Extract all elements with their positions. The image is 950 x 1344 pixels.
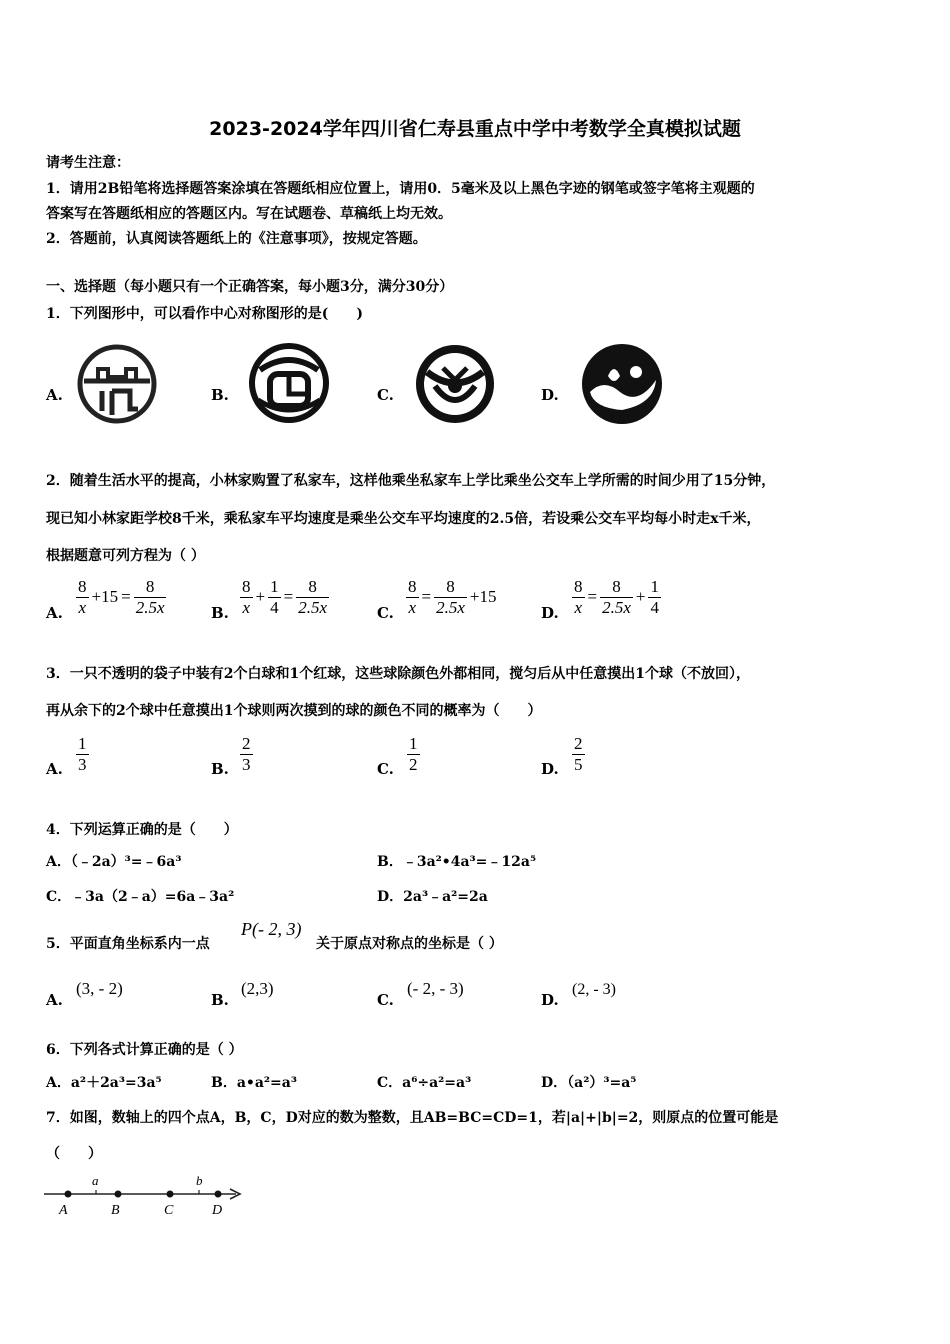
- q2-label-c: C.: [377, 604, 394, 622]
- q6-option-d[interactable]: D．（a²）³=a⁵: [541, 1075, 637, 1091]
- q1-label-b: B.: [211, 386, 229, 404]
- q3-option-b[interactable]: $\frac{2}{3}$: [242, 734, 251, 774]
- point-d-dot: [215, 1191, 222, 1198]
- notice-line-2: 答案写在答题纸相应的答题区内。写在试题卷、草稿纸上均无效。: [46, 206, 452, 222]
- q5-option-c[interactable]: (- 2, - 3): [407, 979, 464, 998]
- emblem-d-image: [580, 342, 664, 426]
- q3-label-c: C.: [377, 760, 394, 778]
- label-point-a: A: [59, 1203, 68, 1218]
- q2-label-d: D.: [541, 604, 559, 622]
- label-point-c: C: [164, 1203, 174, 1218]
- q6-option-b[interactable]: B．a•a²=a³: [211, 1075, 297, 1091]
- q3-option-c[interactable]: $\frac{1}{2}$: [409, 734, 418, 774]
- q3-option-a[interactable]: $\frac{1}{3}$: [78, 734, 87, 774]
- q6-stem: 6．下列各式计算正确的是（ ）: [46, 1042, 243, 1058]
- q1-stem: 1．下列图形中，可以看作中心对称图形的是( ): [46, 306, 363, 322]
- q4-stem: 4．下列运算正确的是（ ）: [46, 822, 238, 838]
- q3-option-d[interactable]: $\frac{2}{5}$: [574, 734, 583, 774]
- q2-label-a: A.: [46, 604, 63, 622]
- label-point-d: D: [212, 1203, 223, 1218]
- point-b-dot: [115, 1191, 122, 1198]
- q3-label-b: B.: [211, 760, 229, 778]
- label-lower-b: b: [196, 1173, 203, 1188]
- q5-stem-post: 关于原点对称点的坐标是（ ）: [316, 936, 503, 952]
- q1-label-d: D.: [541, 386, 559, 404]
- q3-line-2: 再从余下的2个球中任意摸出1个球则两次摸到的球的颜色不同的概率为（ ）: [46, 703, 542, 719]
- q2-option-d[interactable]: $\frac{8}{x}$ = $\frac{8}{2.5x}$ + $\frac{1}{4}$: [574, 577, 659, 617]
- emblem-c-image: [413, 342, 497, 426]
- q5-option-d[interactable]: (2, - 3): [572, 981, 616, 998]
- q5-option-a[interactable]: (3, - 2): [76, 979, 123, 998]
- page-title: 2023-2024学年四川省仁寿县重点中学中考数学全真模拟试题: [209, 118, 741, 140]
- q7-line-1: 7．如图，数轴上的四个点A，B，C，D对应的数为整数，且AB=BC=CD=1，若|a|+|b|=2，则原点的位置可能是: [46, 1110, 779, 1126]
- q4-option-b[interactable]: B．﹣3a²•4a³=﹣12a⁵: [377, 854, 537, 870]
- q5-stem-pre: 5．平面直角坐标系内一点: [46, 936, 210, 952]
- q5-label-d: D.: [541, 991, 559, 1009]
- q2-option-c[interactable]: $\frac{8}{x}$ = $\frac{8}{2.5x}$ +15: [408, 577, 497, 617]
- q2-line-1: 2．随着生活水平的提高，小林家购置了私家车，这样他乘坐私家车上学比乘坐公交车上学所需的时间少用了15分钟，: [46, 473, 776, 489]
- q1-label-a: A.: [46, 386, 63, 404]
- q4-option-d[interactable]: D．2a³﹣a²=2a: [377, 889, 488, 905]
- number-line-figure: [40, 1170, 250, 1220]
- q2-label-b: B.: [211, 604, 229, 622]
- emblem-b-image: [246, 340, 332, 426]
- q5-label-a: A.: [46, 991, 63, 1009]
- q5-label-c: C.: [377, 991, 394, 1009]
- point-c-dot: [167, 1191, 174, 1198]
- emblem-a-image: [76, 343, 158, 425]
- notice-line-1: 1．请用2B铅笔将选择题答案涂填在答题纸相应位置上，请用0．5毫米及以上黑色字迹的钢笔或签字笔将主观题的: [46, 181, 755, 197]
- label-lower-a: a: [92, 1173, 99, 1188]
- q4-option-c[interactable]: C．﹣3a（2﹣a）=6a﹣3a²: [46, 889, 235, 905]
- label-point-b: B: [111, 1203, 120, 1218]
- q6-option-c[interactable]: C．a⁶÷a²=a³: [377, 1075, 472, 1091]
- point-a-dot: [65, 1191, 72, 1198]
- q2-option-b[interactable]: $\frac{8}{x}$ + $\frac{1}{4}$ = $\frac{8}{2.5x}$: [242, 577, 327, 617]
- q5-point: P(- 2, 3): [241, 919, 302, 939]
- q3-label-d: D.: [541, 760, 559, 778]
- notice-line-3: 2．答题前，认真阅读答题纸上的《注意事项》，按规定答题。: [46, 231, 427, 247]
- q5-label-b: B.: [211, 991, 229, 1009]
- q2-option-a[interactable]: $\frac{8}{x}$ +15 = $\frac{8}{2.5x}$: [78, 577, 165, 617]
- q2-line-2: 现已知小林家距学校8千米，乘私家车平均速度是乘坐公交车平均速度的2.5倍，若设乘公交车平均每小时走x千米，: [46, 511, 761, 527]
- q6-option-a[interactable]: A．a²＋2a³=3a⁵: [46, 1075, 162, 1091]
- q3-label-a: A.: [46, 760, 63, 778]
- q2-line-3: 根据题意可列方程为（ ）: [46, 548, 205, 564]
- q3-line-1: 3．一只不透明的袋子中装有2个白球和1个红球，这些球除颜色外都相同，搅匀后从中任意摸出1个球（不放回），: [46, 666, 750, 682]
- q5-option-b[interactable]: (2,3): [241, 979, 274, 998]
- section-heading: 一、选择题（每小题只有一个正确答案，每小题3分，满分30分）: [46, 279, 454, 295]
- q7-line-2: （ ）: [46, 1146, 102, 1162]
- q4-option-a[interactable]: A．（﹣2a）³=﹣6a³: [46, 854, 182, 870]
- q1-label-c: C.: [377, 386, 394, 404]
- notice-heading: 请考生注意：: [46, 155, 130, 171]
